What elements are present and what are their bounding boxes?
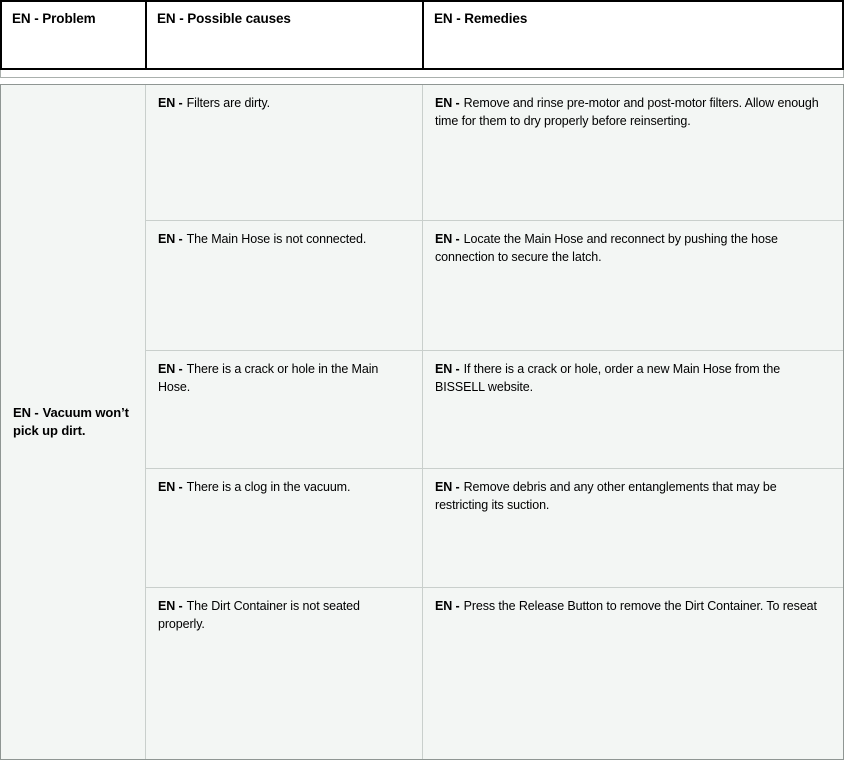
remedy-cell [423,221,843,350]
table-row [146,469,843,588]
body-table [0,84,844,760]
cause-cell [146,469,423,587]
cause-cell [146,85,423,220]
cause-prefix: EN - [158,232,183,246]
rows-column [146,85,843,759]
remedy-prefix: EN - [435,232,460,246]
header-row [0,0,844,70]
cause-prefix: EN - [158,96,183,110]
cause-text: The Dirt Container is not seated properly. [158,599,360,631]
cause-prefix: EN - [158,599,183,613]
table-row [146,221,843,351]
cause-text: There is a crack or hole in the Main Hose. [158,362,379,394]
cause-cell [146,221,423,350]
remedy-text: Remove and rinse pre-motor and post-motor filters. Allow enough time for them to dry properly before reinserting. [435,96,819,128]
cause-text: Filters are dirty. [186,96,271,110]
remedy-cell [423,85,843,220]
header-cell-remedies: EN - Remedies [434,11,528,26]
table-row [146,85,843,221]
problem-text [13,404,133,439]
remedy-cell [423,351,843,468]
cause-cell [146,351,423,468]
remedy-prefix: EN - [435,599,460,613]
remedy-prefix: EN - [435,96,460,110]
header-cell-causes: EN - Possible causes [147,2,424,68]
remedy-text: Remove debris and any other entanglements that may be restricting its suction. [435,480,777,512]
cause-text: There is a clog in the vacuum. [186,480,351,494]
table-row [146,351,843,469]
remedy-cell [423,588,843,759]
problem-label: Vacuum won’t pick up dirt. [13,405,129,438]
header-cell-problem: EN - Problem [2,2,147,68]
cause-cell [146,588,423,759]
remedy-prefix: EN - [435,480,460,494]
remedy-cell [423,469,843,587]
header-body-divider [0,70,844,78]
remedy-text: Locate the Main Hose and reconnect by pushing the hose connection to secure the latch. [435,232,778,264]
cause-prefix: EN - [158,480,183,494]
problem-cell [1,85,146,759]
remedy-text: If there is a crack or hole, order a new Main Hose from the BISSELL website. [435,362,781,394]
cause-text: The Main Hose is not connected. [186,232,367,246]
remedy-prefix: EN - [435,362,460,376]
table-row [146,588,843,759]
remedy-text: Press the Release Button to remove the Dirt Container. To reseat [463,599,817,613]
cause-prefix: EN - [158,362,183,376]
problem-prefix: EN - [13,405,39,421]
